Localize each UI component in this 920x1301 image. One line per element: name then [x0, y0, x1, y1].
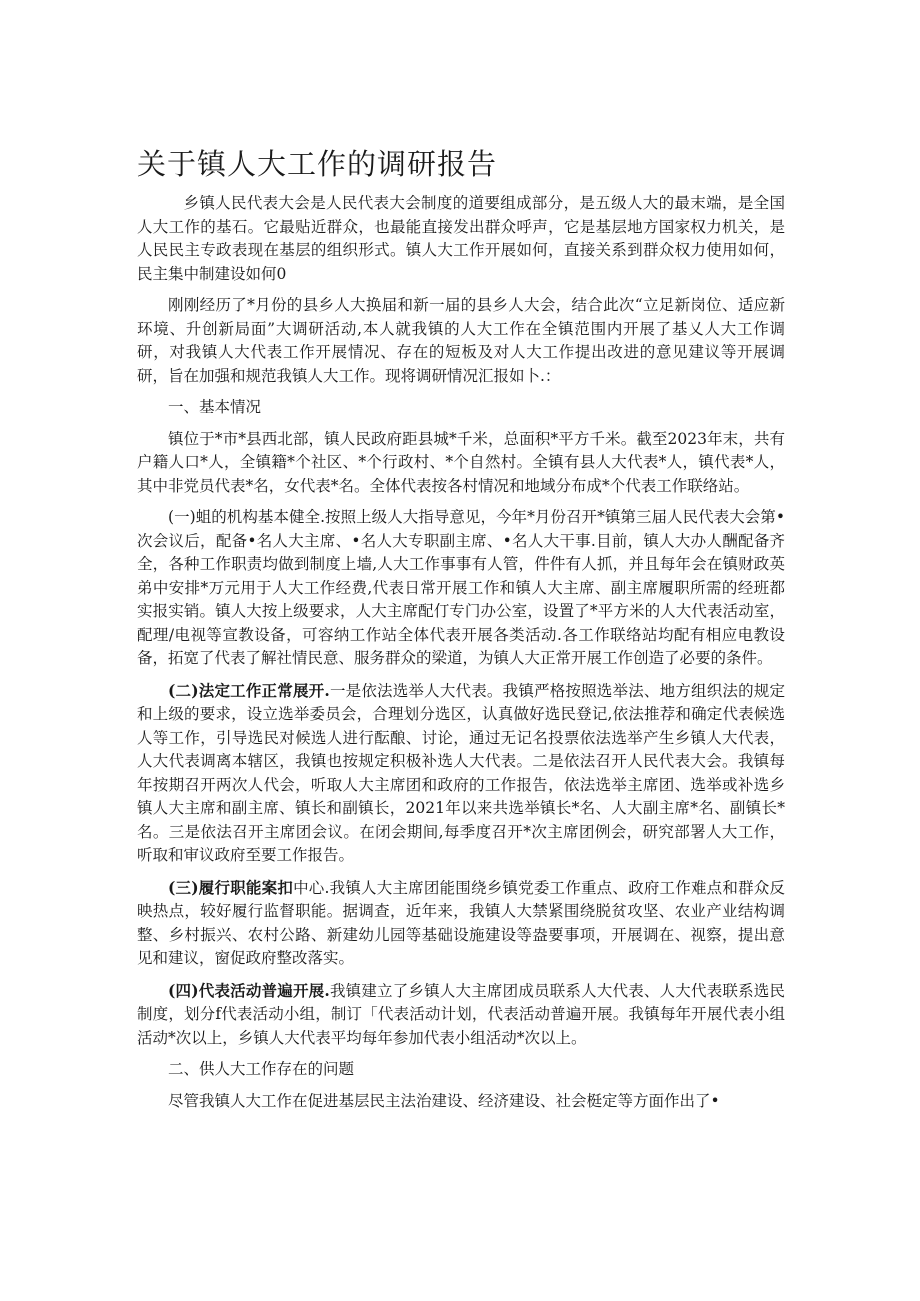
document-body: [137, 192, 785, 1121]
item-3-lead: (三)履行职能案扣: [168, 877, 294, 897]
intro-paragraph-1: 乡镇人民代表大会是人民代表大会制度的道要组成部分，是五级人大的最末端，是全国人大工作的基石。它最贴近群众，也最能直接发出群众呼声，它是基层地方国家权力机关，是人民民主专政表现在基层的组织形式。镇人大工作开展如何，直接关系到群众权力使用如何，民主集中制建设如何0: [137, 194, 785, 283]
section-heading-problems: 二、供人大工作存在的问题: [168, 1060, 355, 1078]
item-4-text: 我镇建立了乡镇人大主席团成员联系人大代表、人大代表联系选民制度，划分f代表活动小组，制订「代表活动计划，代表活动普遍开展。我镇每年开展代表小组活动*次以上，乡镇人大代表平均每年参加代表小组活动*次以上。: [137, 981, 785, 1047]
item-1-text: 按照上级人大指导意见，今年*月份召开*镇第三届人民代表大会第•次会议后，配备•名人大主席、•名人大专职副主席、•名人大干事.目前，镇人大办人酬配备齐全，各种工作职责均做到制度上墙,人大工作事事有人管，件件有人抓，并且每年会在镇财政英弟中安排*万元用于人大工作经费,代表日常开展工作和镇人大主席、副主席履职所需的经班都实报实销。镇人大按上级要求，人大主席配仃专门办公室，设置了*平方米的人大代表活动室，配理/电视等宣教设备，可容纳工作站全体代表开展各类活动.各工作联络站均配有相应电教设备，拓宽了代表了解社情民意、服务群众的梁道，为镇人大正常开展工作创造了必要的条件。: [137, 508, 785, 667]
item-3-text: 中心.我镇人大主席团能围绕乡镇党委工作重点、政府工作难点和群众反映热点，较好履行监督职能。据调查，近年来，我镇人大禁紧围绕脱贫攻坚、农业产业结构调整、乡村振兴、农村公路、新建幼儿园等基础设施建设等盎要事项，开展调在、视察，提出意见和建议，窗促政府整改落实。: [137, 878, 785, 967]
item-4-lead: (四)代表活动普遍开展.: [168, 980, 330, 1000]
item-2-paragraph: [137, 679, 785, 868]
item-1-lead: (一)蛆的机构基本健全.: [168, 508, 325, 526]
intro-paragraph-2: 刚刚经历了*月份的县乡人大换届和新一届的县乡人大会，结合此次“立足新岗位、适应新环境、升创新局面”大调研活动,本人就我镇的人大工作在全镇范围内开展了基乂人大工作调研，对我镇人大代表工作开展情况、存在的短板及对人大工作提出改进的意见建议等开展调研，旨在加强和规范我镇人大工作。现将调研情况汇报如卜.：: [137, 296, 785, 385]
problems-paragraph: 尽管我镇人大工作在促进基层民主法治建设、经济建设、社会梃定等方面作出了•: [168, 1091, 720, 1110]
item-3-paragraph: [137, 876, 785, 971]
item-2-text: 一是依法选举人大代表。我镇严格按照选举法、地方组织法的规定和上级的要求，设立选举委员会，合理划分选区，认真做好选民登记,依法推荐和确定代表候选人等工作，引导选民对候选人进行酝酿、讨论，通过无记名投票依法选举产生乡镇人大代表，人大代表调离本辖区，我镇也按规定积极补选人大代表。二是依法召开人民代表大会。我镇每年按期召开两次人代会，听取人大主席团和政府的工作报告，依法选举主席团、选举或补选乡镇人大主席和副主席、镇长和副镇长，2021年以来共选举镇长*名、人大副主席*名、副镇长*名。三是依法召开主席团会议。在闭会期间,每季度召开*次主席团例会，研究部署人大工作，听取和审议政府至要工作报告。: [137, 681, 785, 864]
item-4-paragraph: [137, 979, 785, 1051]
item-1-paragraph: [137, 506, 785, 671]
section-heading-basic-situation: 一、基本情况: [168, 398, 262, 416]
document-title: 关于镇人大工作的调研报告: [137, 147, 498, 181]
basic-situation-paragraph: 镇位于*市*县西北部，镇人民政府距县城*千米，总面积*平方千米。截至2023年末，共有户籍人口*人，全镇籍*个社区、*个行政村、*个自然村。全镇有县人大代表*人，镇代表*人，其中非党员代表*名，女代表*名。全体代表按各村情况和地域分布成*个代表工作联络站。: [137, 429, 785, 495]
item-2-lead: (二)法定工作正常展开.: [168, 680, 330, 700]
